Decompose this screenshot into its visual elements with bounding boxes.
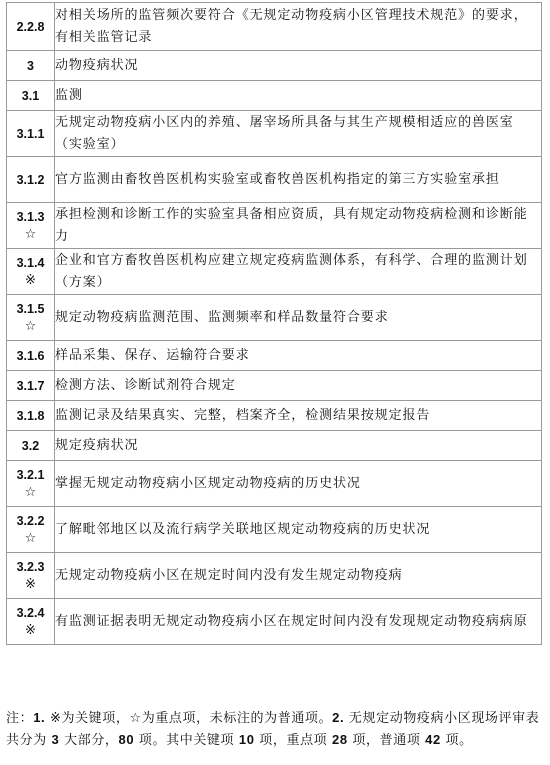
item-description: 对相关场所的监管频次要符合《无规定动物疫病小区管理技术规范》的要求，有相关监管记录 bbox=[55, 3, 542, 51]
item-code: 3.2.3 bbox=[16, 559, 45, 574]
note-text-5: 项，重点项 bbox=[254, 733, 333, 748]
table-row bbox=[7, 157, 542, 203]
item-code: 3.2.2 bbox=[16, 513, 45, 528]
item-code-cell bbox=[7, 295, 55, 341]
item-code: 3.1 bbox=[21, 88, 40, 103]
item-code-cell bbox=[7, 461, 55, 507]
note-number-1: 1. bbox=[33, 710, 46, 725]
note-normal-count: 42 bbox=[425, 732, 441, 747]
item-code: 3.1.6 bbox=[16, 348, 45, 363]
table-row bbox=[7, 341, 542, 371]
item-description: 监测记录及结果真实、完整，档案齐全，检测结果按规定报告 bbox=[55, 401, 542, 431]
item-description: 动物疫病状况 bbox=[55, 51, 542, 81]
item-description: 检测方法、诊断试剂符合规定 bbox=[55, 371, 542, 401]
item-description: 有监测证据表明无规定动物疫病小区在规定时间内没有发现规定动物疫病病原 bbox=[55, 599, 542, 645]
item-description: 了解毗邻地区以及流行病学关联地区规定动物疫病的历史状况 bbox=[55, 507, 542, 553]
item-description: 企业和官方畜牧兽医机构应建立规定疫病监测体系，有科学、合理的监测计划（方案） bbox=[55, 249, 542, 295]
reference-mark-icon: ※ bbox=[25, 622, 36, 638]
note-text-2: 无规定动物疫病小区现场评审表共分为 bbox=[6, 711, 540, 748]
note-key-count: 10 bbox=[238, 732, 255, 747]
table-row bbox=[7, 203, 542, 249]
item-code: 3.1.4 bbox=[16, 255, 45, 270]
star-mark-icon: ☆ bbox=[24, 318, 37, 334]
item-code-cell bbox=[7, 341, 55, 371]
table-row bbox=[7, 111, 542, 157]
star-mark-icon: ☆ bbox=[24, 530, 37, 546]
table-row bbox=[7, 461, 542, 507]
item-description: 规定动物疫病监测范围、监测频率和样品数量符合要求 bbox=[55, 295, 542, 341]
table-row bbox=[7, 401, 542, 431]
item-code: 3.1.8 bbox=[16, 408, 45, 423]
table-row bbox=[7, 3, 542, 51]
item-code: 3.2.4 bbox=[16, 605, 45, 620]
table-row bbox=[7, 431, 542, 461]
table-row bbox=[7, 599, 542, 645]
table-row bbox=[7, 81, 542, 111]
note-text-3: 大部分， bbox=[59, 733, 119, 748]
item-code-cell bbox=[7, 51, 55, 81]
item-code: 3.1.1 bbox=[16, 126, 45, 141]
item-description: 无规定动物疫病小区内的养殖、屠宰场所具备与其生产规模相适应的兽医室（实验室） bbox=[55, 111, 542, 157]
item-description: 官方监测由畜牧兽医机构实验室或畜牧兽医机构指定的第三方实验室承担 bbox=[55, 157, 542, 203]
star-mark-icon: ☆ bbox=[24, 484, 37, 500]
table-row bbox=[7, 249, 542, 295]
note-text-4: 项。其中关键项 bbox=[134, 733, 239, 748]
reference-mark-icon: ※ bbox=[25, 272, 36, 288]
item-code-cell bbox=[7, 81, 55, 111]
item-description: 掌握无规定动物疫病小区规定动物疫病的历史状况 bbox=[55, 461, 542, 507]
table-row bbox=[7, 507, 542, 553]
item-code-cell bbox=[7, 599, 55, 645]
item-code: 3.1.7 bbox=[16, 378, 45, 393]
note-text-1: ※为关键项，☆为重点项，未标注的为普通项。 bbox=[45, 711, 333, 726]
item-code: 3 bbox=[27, 58, 34, 73]
note-total-count: 80 bbox=[118, 732, 135, 747]
item-description: 样品采集、保存、运输符合要求 bbox=[55, 341, 542, 371]
item-code-cell bbox=[7, 249, 55, 295]
note-lead: 注： bbox=[6, 711, 34, 726]
note-number-2: 2. bbox=[332, 710, 345, 725]
item-code: 3.1.2 bbox=[16, 172, 45, 187]
item-description: 承担检测和诊断工作的实验室具备相应资质，具有规定动物疫病检测和诊断能力 bbox=[55, 203, 542, 249]
item-code: 3.2 bbox=[21, 438, 40, 453]
item-code-cell bbox=[7, 553, 55, 599]
note-text-7: 项。 bbox=[440, 733, 473, 748]
item-code: 3.1.5 bbox=[16, 301, 45, 316]
item-code: 2.2.8 bbox=[16, 19, 45, 34]
item-code-cell bbox=[7, 507, 55, 553]
item-code-cell bbox=[7, 371, 55, 401]
item-code-cell bbox=[7, 203, 55, 249]
footnote bbox=[6, 707, 542, 751]
table-row bbox=[7, 553, 542, 599]
item-description: 监测 bbox=[55, 81, 542, 111]
item-description: 规定疫病状况 bbox=[55, 431, 542, 461]
item-description: 无规定动物疫病小区在规定时间内没有发生规定动物疫病 bbox=[55, 553, 542, 599]
note-text-6: 项，普通项 bbox=[347, 733, 426, 748]
item-code-cell bbox=[7, 3, 55, 51]
item-code-cell bbox=[7, 431, 55, 461]
item-code: 3.2.1 bbox=[16, 467, 45, 482]
evaluation-table bbox=[6, 2, 542, 645]
reference-mark-icon: ※ bbox=[25, 576, 36, 592]
item-code-cell bbox=[7, 157, 55, 203]
star-mark-icon: ☆ bbox=[24, 226, 37, 242]
table-row bbox=[7, 371, 542, 401]
note-major-count: 28 bbox=[332, 732, 348, 747]
table-row bbox=[7, 51, 542, 81]
table-row bbox=[7, 295, 542, 341]
item-code: 3.1.3 bbox=[16, 209, 45, 224]
item-code-cell bbox=[7, 401, 55, 431]
item-code-cell bbox=[7, 111, 55, 157]
note-parts-count: 3 bbox=[51, 732, 60, 747]
